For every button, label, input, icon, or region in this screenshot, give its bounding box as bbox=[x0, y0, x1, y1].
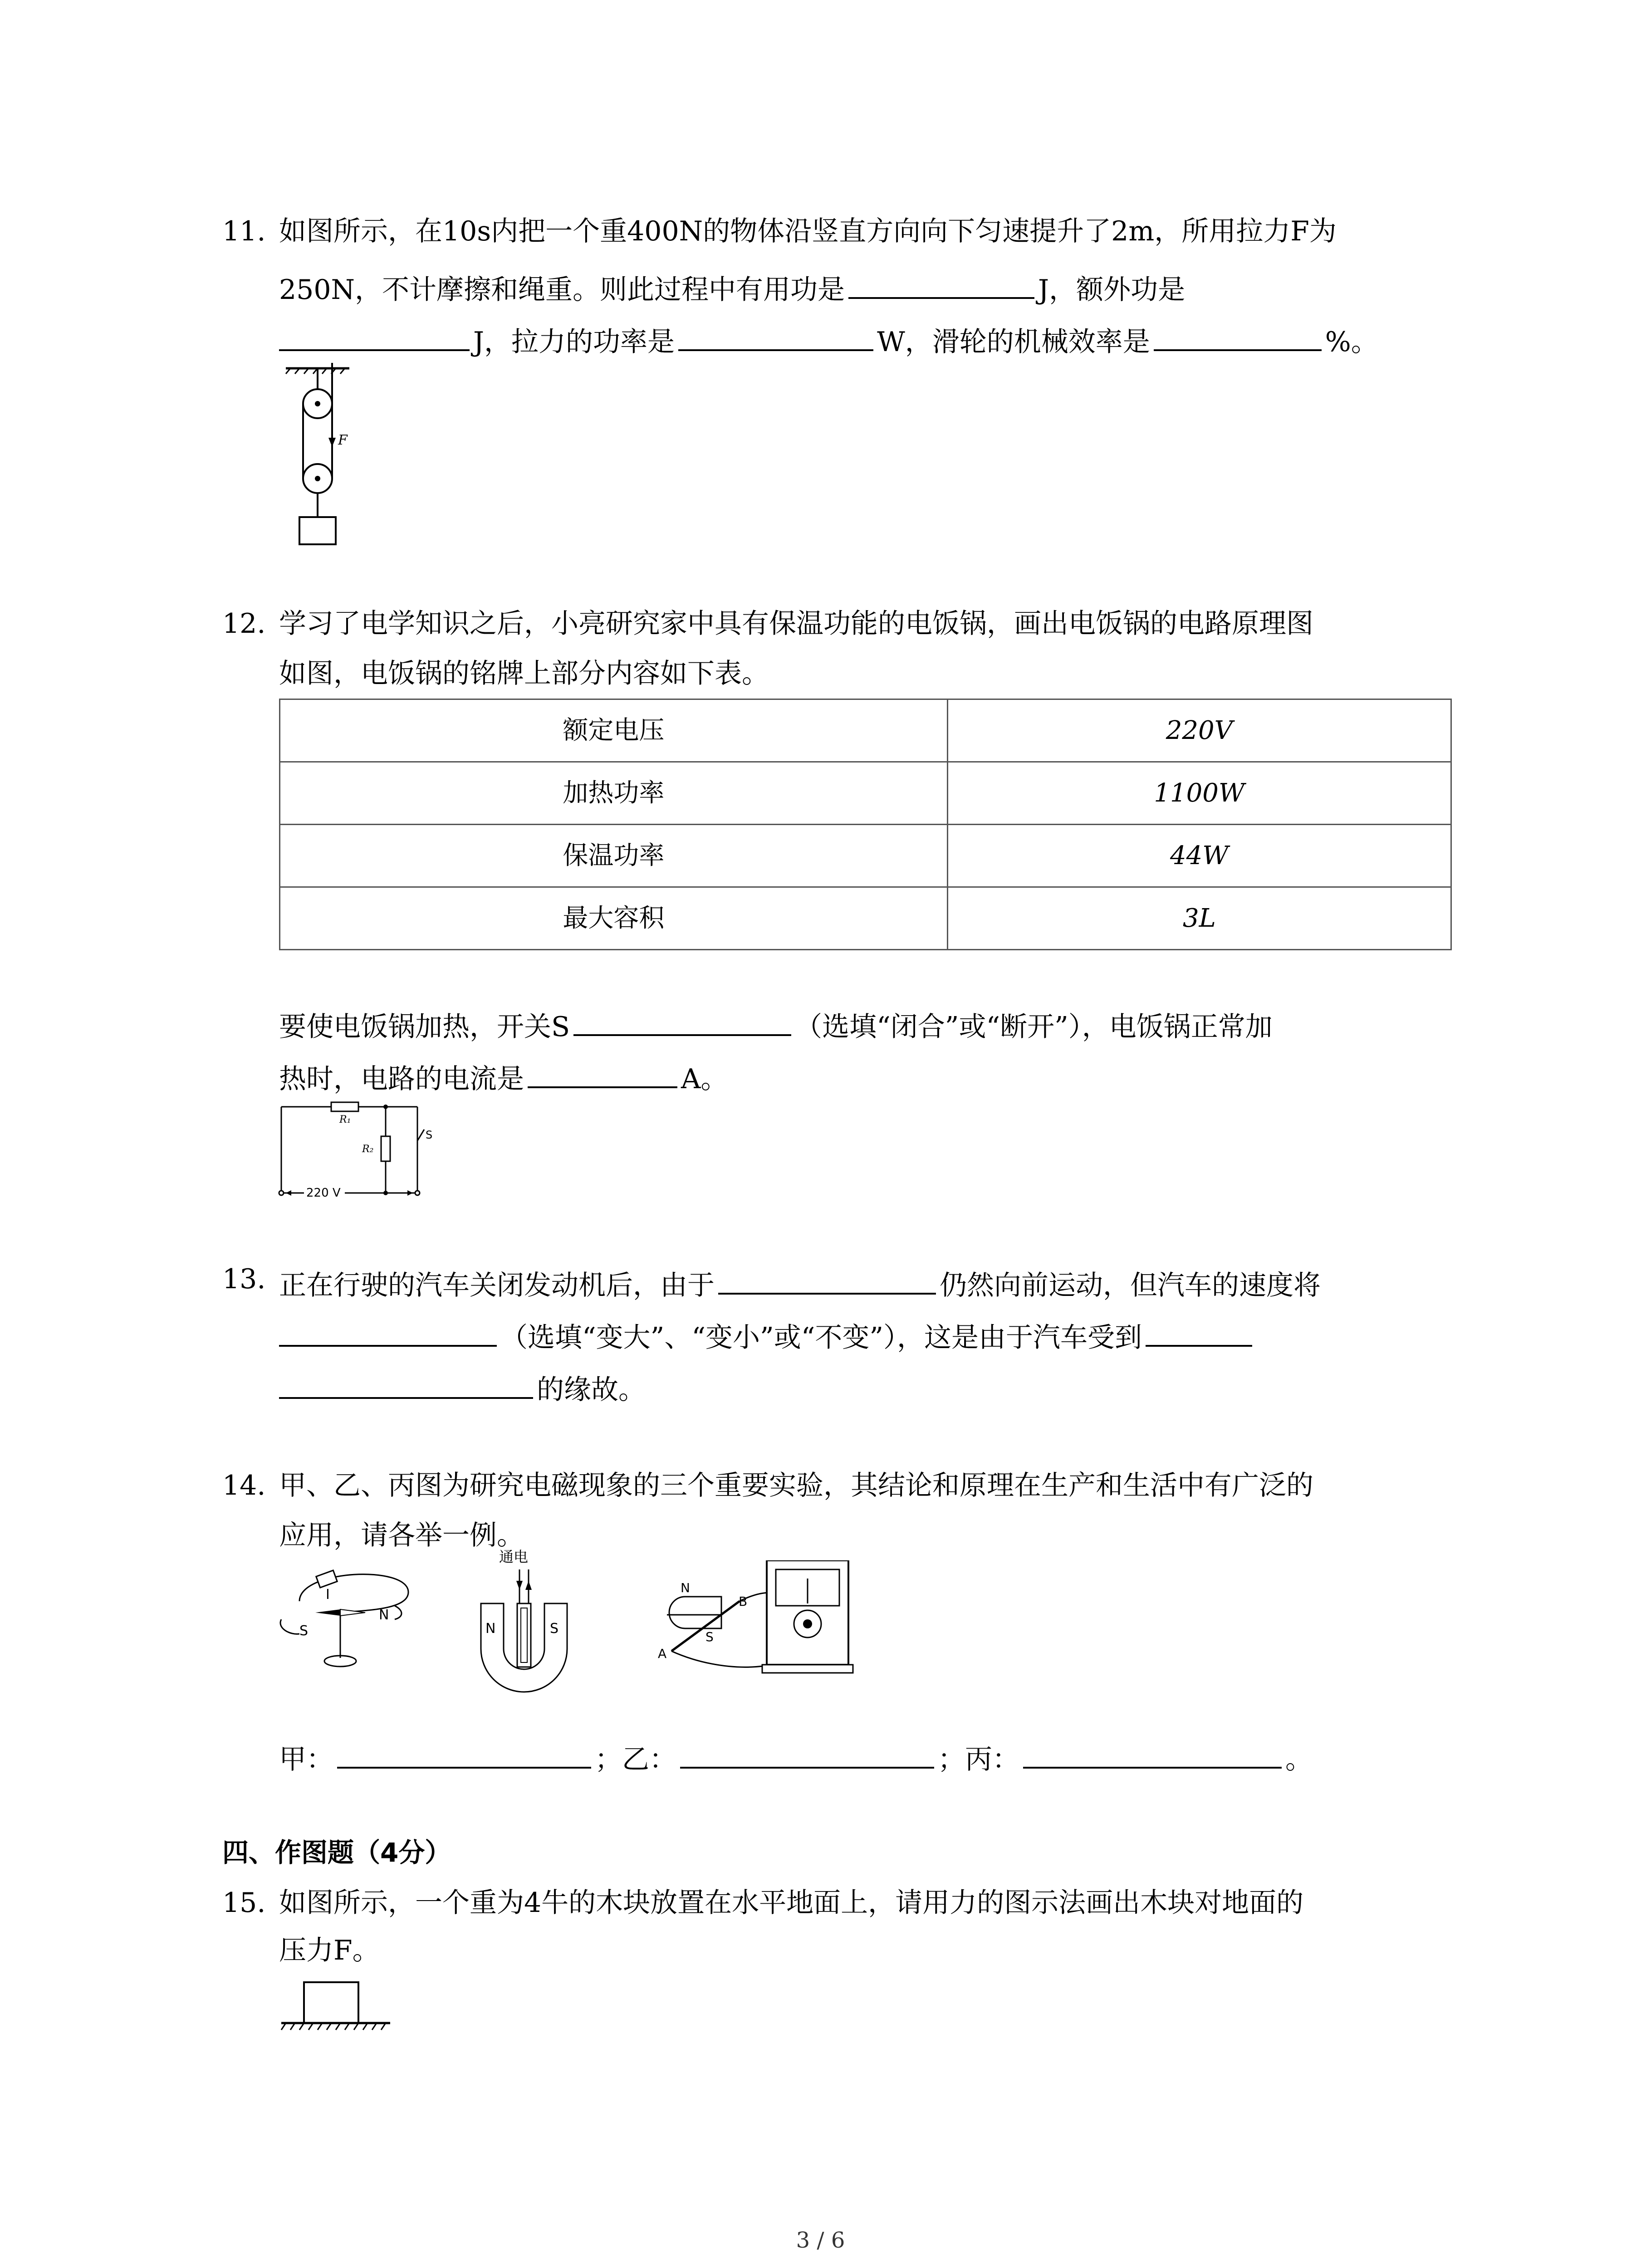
q14-blank-bing[interactable] bbox=[1023, 1740, 1282, 1769]
q13-blank-force-part1[interactable] bbox=[1146, 1318, 1252, 1347]
q12-after-text-c: 热时，电路的电流是 bbox=[279, 1063, 524, 1095]
q15-number: 15. bbox=[222, 1887, 266, 1919]
q13-line3 bbox=[279, 1370, 646, 1406]
section4-title: 四、作图题（4分） bbox=[222, 1837, 451, 1868]
q11-line3-text-c: %。 bbox=[1325, 326, 1378, 358]
pulley-diagram bbox=[281, 363, 399, 553]
q14-label-bing: ；丙： bbox=[938, 1744, 1019, 1775]
q13-blank-inertia[interactable] bbox=[718, 1266, 936, 1295]
table-cell-value: 220V bbox=[947, 699, 1451, 762]
induction-n-label: N bbox=[681, 1580, 690, 1595]
q11-line2-text: 250N，不计摩擦和绳重。则此过程中有用功是 bbox=[279, 274, 845, 306]
q14-blank-yi[interactable] bbox=[680, 1740, 934, 1769]
q13-text-a: 正在行驶的汽车关闭发动机后，由于 bbox=[279, 1270, 715, 1301]
table-cell-value: 44W bbox=[947, 825, 1451, 887]
oersted-experiment-diagram bbox=[272, 1556, 436, 1678]
q11-line3-text-a: J，拉力的功率是 bbox=[473, 326, 675, 358]
q11-line1: 如图所示，在10s内把一个重400N的物体沿竖直方向向下匀速提升了2m，所用拉力F为 bbox=[279, 215, 1337, 247]
oersted-s-label: S bbox=[299, 1623, 309, 1639]
oersted-n-label: N bbox=[379, 1607, 389, 1623]
q13-text-d: 的缘故。 bbox=[537, 1374, 646, 1406]
q14-blank-jia[interactable] bbox=[337, 1740, 591, 1769]
circuit-r1-label: R₁ bbox=[339, 1114, 351, 1125]
q14-label-jia: 甲： bbox=[279, 1744, 333, 1775]
q14-line1: 甲、乙、丙图为研究电磁现象的三个重要实验，其结论和原理在生产和生活中有广泛的 bbox=[279, 1470, 1313, 1501]
table-cell-value: 3L bbox=[947, 887, 1451, 950]
q13-text-c: （选填“变大”、“变小”或“不变”），这是由于汽车受到 bbox=[500, 1322, 1142, 1354]
q14-label-yi: ；乙： bbox=[595, 1744, 676, 1775]
q14-line2: 应用，请各举一例。 bbox=[279, 1520, 524, 1551]
table-cell-value: 1100W bbox=[947, 762, 1451, 825]
q11-blank-useful-work[interactable] bbox=[848, 270, 1034, 299]
nameplate-table bbox=[279, 699, 1452, 950]
q13-line2 bbox=[279, 1318, 1256, 1354]
circuit-voltage-label: 220 V bbox=[306, 1186, 341, 1200]
motor-s-label: S bbox=[550, 1621, 559, 1637]
induction-b-label: B bbox=[739, 1594, 748, 1609]
table-cell-label: 最大容积 bbox=[280, 887, 948, 950]
q11-blank-power[interactable] bbox=[678, 322, 873, 351]
table-row bbox=[280, 887, 1451, 950]
table-row bbox=[280, 699, 1451, 762]
induction-s-label: S bbox=[705, 1629, 714, 1644]
motor-n-label: N bbox=[485, 1621, 496, 1637]
q13-text-b: 仍然向前运动，但汽车的速度将 bbox=[940, 1270, 1321, 1301]
block-on-ground-diagram bbox=[277, 1978, 395, 2041]
q14-label-end: 。 bbox=[1285, 1744, 1313, 1775]
table-cell-label: 保温功率 bbox=[280, 825, 948, 887]
q11-number: 11. bbox=[222, 215, 266, 247]
q15-line2: 压力F。 bbox=[279, 1935, 380, 1966]
circuit-diagram bbox=[277, 1098, 440, 1207]
q12-blank-switch[interactable] bbox=[573, 1007, 791, 1036]
table-row bbox=[280, 825, 1451, 887]
induction-experiment-diagram bbox=[631, 1560, 857, 1710]
page-number: 3 / 6 bbox=[796, 2228, 845, 2253]
q11-blank-efficiency[interactable] bbox=[1154, 322, 1322, 351]
motor-principle-diagram bbox=[472, 1545, 590, 1694]
q12-number: 12. bbox=[222, 608, 266, 640]
q12-after-text-b: （选填“闭合”或“断开”），电饭锅正常加 bbox=[795, 1011, 1273, 1043]
q13-line1 bbox=[279, 1266, 1321, 1299]
table-row bbox=[280, 762, 1451, 825]
oersted-current-label: I bbox=[326, 1587, 330, 1603]
q11-line2 bbox=[279, 270, 1185, 306]
table-cell-label: 加热功率 bbox=[280, 762, 948, 825]
motor-energized-label: 通电 bbox=[499, 1548, 529, 1565]
circuit-switch-label: S bbox=[426, 1129, 433, 1141]
q12-after-text-a: 要使电饭锅加热，开关S bbox=[279, 1011, 570, 1043]
q11-blank-extra-work[interactable] bbox=[279, 322, 470, 351]
q14-number: 14. bbox=[222, 1470, 266, 1501]
q15-line1: 如图所示，一个重为4牛的木块放置在水平地面上，请用力的图示法画出木块对地面的 bbox=[279, 1887, 1304, 1919]
table-cell-label: 额定电压 bbox=[280, 699, 948, 762]
q12-after-text-d: A。 bbox=[681, 1063, 728, 1095]
q13-blank-force-part2[interactable] bbox=[279, 1370, 533, 1399]
q11-line3 bbox=[279, 322, 1378, 356]
q12-after-line2 bbox=[279, 1059, 728, 1093]
q11-line2-text-b: J，额外功是 bbox=[1038, 274, 1185, 306]
induction-a-label: A bbox=[658, 1646, 667, 1661]
pulley-force-label: F bbox=[338, 432, 348, 448]
q13-number: 13. bbox=[222, 1263, 266, 1295]
circuit-r2-label: R₂ bbox=[362, 1144, 374, 1155]
q13-blank-speed[interactable] bbox=[279, 1318, 497, 1347]
q11-line3-text-b: W，滑轮的机械效率是 bbox=[877, 326, 1150, 358]
q12-blank-current[interactable] bbox=[528, 1059, 677, 1088]
q14-answers bbox=[279, 1740, 1313, 1773]
q12-line2: 如图，电饭锅的铭牌上部分内容如下表。 bbox=[279, 658, 769, 689]
q12-line1: 学习了电学知识之后，小亮研究家中具有保温功能的电饭锅，画出电饭锅的电路原理图 bbox=[279, 608, 1313, 640]
q12-after-line1 bbox=[279, 1007, 1273, 1041]
